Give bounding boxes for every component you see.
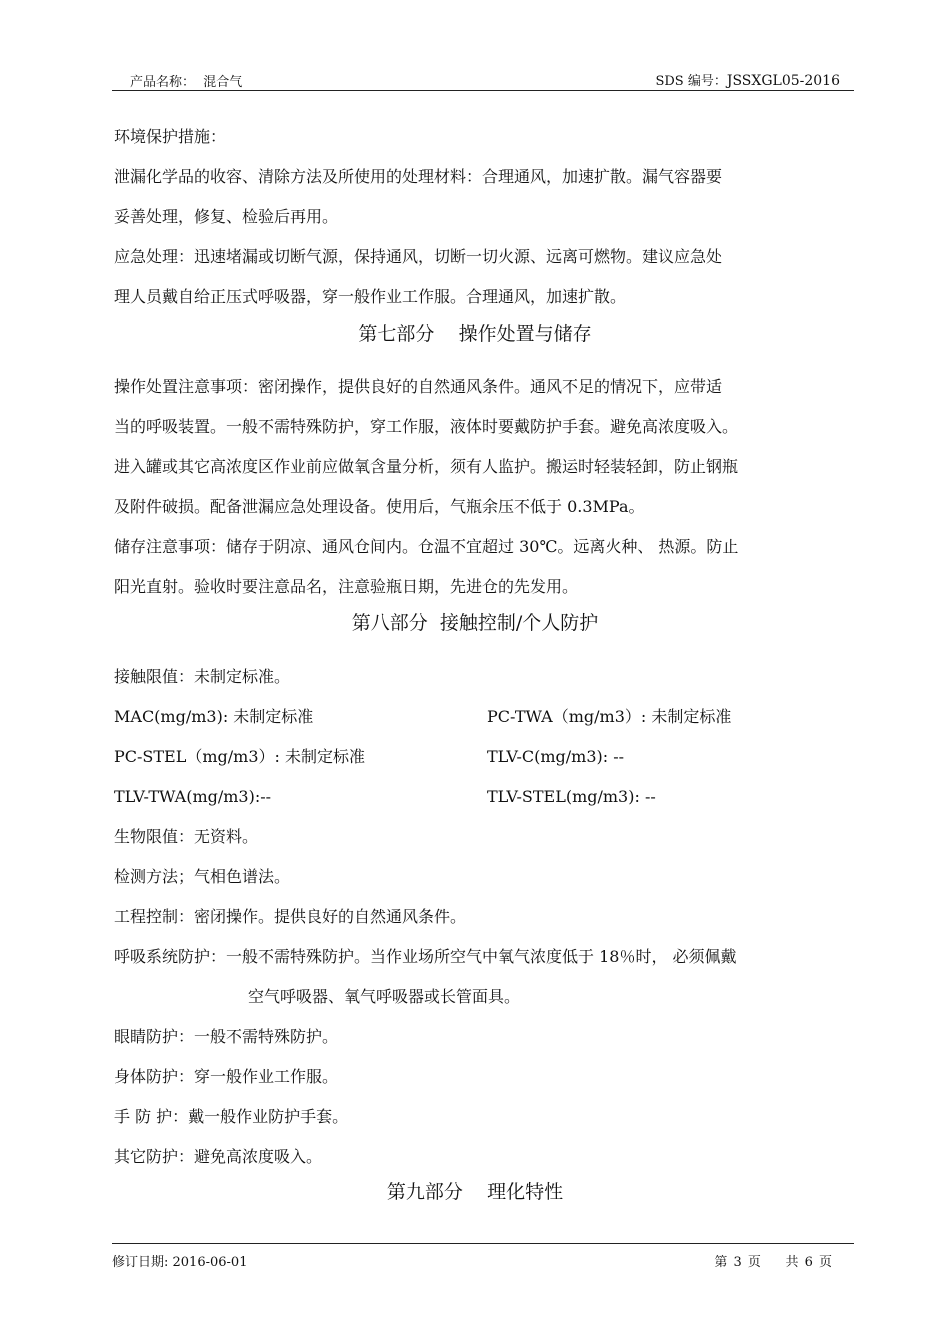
page-footer [112,1243,854,1274]
handling-text-line-3: 进入罐或其它高浓度区作业前应做氧含量分析，须有人监护。搬运时轻装轻卸，防止钢瓶 [114,457,739,476]
storage-text-line-2: 阳光直射。验收时要注意品名，注意验瓶日期，先进仓的先发用。 [114,577,579,596]
hand-protection: 手 防 护：戴一般作业防护手套。 [114,1107,349,1126]
leak-text-line-1: 泄漏化学品的收容、清除方法及所使用的处理材料：合理通风，加速扩散。漏气容器要 [114,167,723,186]
env-protection-title: 环境保护措施： [114,127,227,146]
bio-limit: 生物限值：无资料。 [114,827,259,846]
handling-text-line-4: 及附件破损。配备泄漏应急处理设备。使用后，气瓶余压不低于 0.3MPa。 [114,497,645,516]
sds-number [655,70,840,89]
section-8-heading: 第八部分 接触控制/个人防护 [351,612,599,634]
pc-stel-value: PC-STEL（mg/m3）: 未制定标准 [114,747,365,766]
pc-twa-value: PC-TWA（mg/m3）: 未制定标准 [487,707,732,726]
emergency-text-line-1: 应急处理：迅速堵漏或切断气源，保持通风，切断一切火源、远离可燃物。建议应急处 [114,247,723,266]
tlv-c-value: TLV-C(mg/m3): -- [487,747,625,766]
mac-value: MAC(mg/m3): 未制定标准 [114,707,314,726]
other-protection: 其它防护：避免高浓度吸入。 [114,1147,323,1166]
page-header [112,68,854,91]
respiratory-protection-line-1: 呼吸系统防护：一般不需特殊防护。当作业场所空气中氧气浓度低于 18％时， 必须佩戴 [114,947,737,966]
product-name-label: 产品名称： 混合气 [130,75,243,90]
detection-method: 检测方法；气相色谱法。 [114,867,291,886]
section-7-heading: 第七部分 操作处置与储存 [358,323,592,345]
respiratory-protection-line-2: 空气呼吸器、氧气呼吸器或长管面具。 [248,987,521,1006]
page-number: 第 3 页 共 6 页 [714,1255,832,1270]
tlv-stel-value: TLV-STEL(mg/m3): -- [487,787,656,806]
engineering-control: 工程控制：密闭操作。提供良好的自然通风条件。 [114,907,467,926]
sds-label: SDS 编号： [655,74,727,89]
storage-text-line-1: 储存注意事项：储存于阴凉、通风仓间内。仓温不宜超过 30℃。远离火种、 热源。防止 [114,537,739,556]
body-protection: 身体防护：穿一般作业工作服。 [114,1067,339,1086]
emergency-text-line-2: 理人员戴自给正压式呼吸器，穿一般作业工作服。合理通风，加速扩散。 [114,287,627,306]
revision-date: 修订日期: 2016-06-01 [112,1255,248,1270]
exposure-limit: 接触限值：未制定标准。 [114,667,291,686]
tlv-twa-value: TLV-TWA(mg/m3):-- [114,787,272,806]
handling-text-line-2: 当的呼吸装置。一般不需特殊防护，穿工作服，液体时要戴防护手套。避免高浓度吸入。 [114,417,739,436]
leak-text-line-2: 妥善处理，修复、检验后再用。 [114,207,339,226]
sds-number-value: JSSXGL05-2016 [726,73,840,89]
eye-protection: 眼睛防护：一般不需特殊防护。 [114,1027,339,1046]
handling-text-line-1: 操作处置注意事项：密闭操作，提供良好的自然通风条件。通风不足的情况下，应带适 [114,377,723,396]
section-9-heading: 第九部分 理化特性 [386,1181,564,1203]
